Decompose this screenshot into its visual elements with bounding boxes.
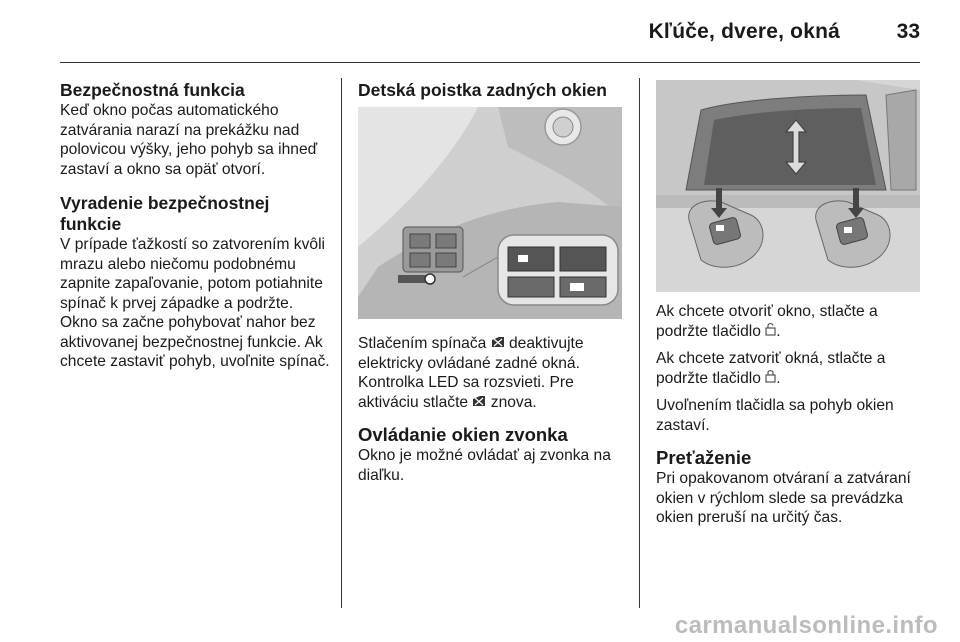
heading-overload: Preťaženie xyxy=(656,447,752,468)
page-number: 33 xyxy=(896,20,920,43)
middle-column xyxy=(358,80,628,101)
open-window-text-a: Ak chcete otvoriť okno, stlačte a podržte tlačidlo xyxy=(656,303,878,340)
heading-child-lock: Detská poistka zadných okien xyxy=(358,80,607,100)
paragraph-close-window xyxy=(656,349,926,388)
paragraph-child-lock xyxy=(358,334,628,412)
figure-remote-window-keys xyxy=(656,80,920,292)
padlock-open-icon xyxy=(765,322,776,342)
header-rule xyxy=(60,62,920,63)
padlock-closed-icon xyxy=(765,369,776,389)
padlock-closed-svg xyxy=(765,369,776,383)
car-window-keys-illustration xyxy=(656,80,920,292)
watermark: carmanualsonline.info xyxy=(674,612,938,639)
column-divider-2 xyxy=(639,78,640,608)
close-window-text-a: Ak chcete zatvoriť okná, stlačte a podržte tlačidlo xyxy=(656,350,886,387)
child-lock-text-b: deaktivujte elektricky ovládané zadné okná. Kontrolka LED sa rozsvieti. Pre aktiváciu stlačte xyxy=(358,335,584,411)
heading-safety-function: Bezpečnostná funkcia xyxy=(60,80,245,100)
child-lock-window-icon-2 xyxy=(472,393,486,413)
child-lock-window-svg xyxy=(491,336,505,348)
paragraph-safety-function: Keď okno počas automatického zatvárania narazí na prekážku nad polovicou výšky, jeho pohyb sa ihneď zastaví a okno sa opäť otvorí. xyxy=(60,102,318,178)
paragraph-release-button: Uvoľnením tlačidla sa pohyb okien zastaví. xyxy=(656,397,894,434)
paragraph-disable-safety: V prípade ťažkostí so zatvorením kvôli mrazu alebo niečomu podobnému zapnite zapaľovanie, potom potiahnite spínač k prvej západke a podržte. Okno sa začne pohybovať nahor bez aktivovanej bezpečnostnej funkcie. Ak chcete zastaviť pohyb, uvoľnite spínač. xyxy=(60,236,330,370)
running-header-title: Kľúče, dvere, okná xyxy=(648,20,840,43)
figure-door-switch-panel xyxy=(358,107,622,319)
padlock-open-svg xyxy=(765,322,776,336)
middle-column-body xyxy=(358,334,628,493)
heading-remote-window-control: Ovládanie okien zvonka xyxy=(358,424,568,445)
column-divider-1 xyxy=(341,78,342,608)
heading-disable-safety: Vyradenie bezpečnostnej funkcie xyxy=(60,193,270,234)
paragraph-overload: Pri opakovanom otváraní a zatváraní okien v rýchlom slede sa prevádzka okien preruší na určitý čas. xyxy=(656,470,911,526)
paragraph-open-window xyxy=(656,302,926,341)
close-window-text-b: . xyxy=(776,369,781,387)
child-lock-window-svg-2 xyxy=(472,395,486,407)
child-lock-text-a: Stlačením spínača xyxy=(358,335,487,352)
right-column xyxy=(656,302,926,536)
left-column xyxy=(60,80,332,380)
paragraph-remote-window-control: Okno je možné ovládať aj zvonka na diaľku. xyxy=(358,447,611,484)
child-lock-window-icon xyxy=(491,334,505,354)
door-panel-illustration xyxy=(358,107,622,319)
child-lock-text-c: znova. xyxy=(490,393,537,411)
open-window-text-b: . xyxy=(776,322,781,340)
